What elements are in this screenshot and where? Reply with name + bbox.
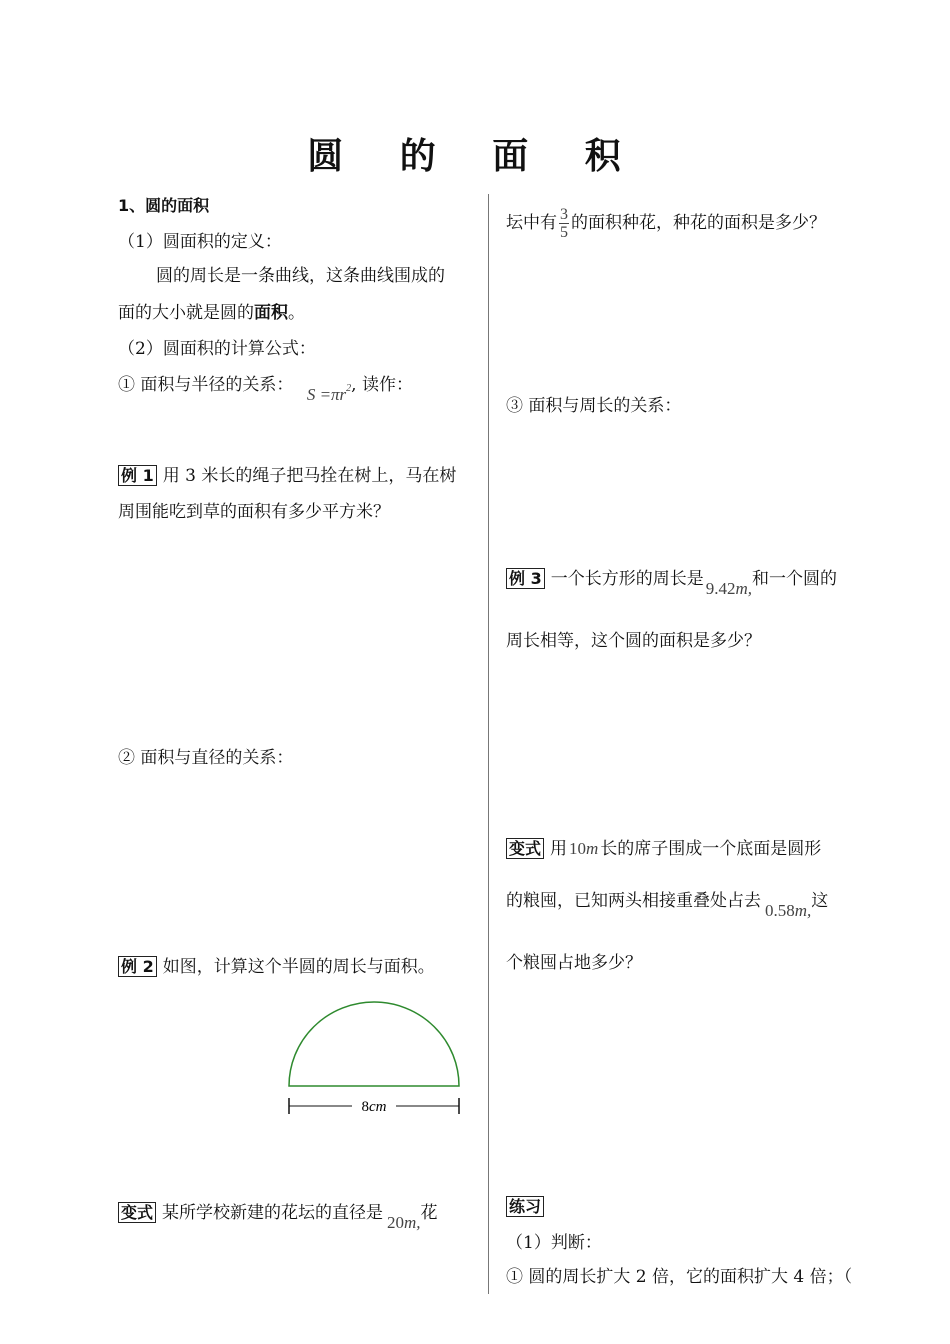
example-1-tag: 例 1 xyxy=(118,465,157,486)
example-3-perimeter-value: 9.42 xyxy=(705,579,736,598)
area-formula xyxy=(307,385,351,404)
area-formula-exponent: 2 xyxy=(346,383,352,394)
variant-2-tag: 变式 xyxy=(506,838,544,859)
practice-tag: 练习 xyxy=(506,1196,544,1217)
page-title: 圆 的 面 积 xyxy=(307,136,643,177)
practice-heading xyxy=(506,1195,550,1219)
variant-2-line-1 xyxy=(506,837,821,861)
fraction-numerator: 3 xyxy=(560,206,568,223)
example-3-perimeter-unit: m, xyxy=(735,579,752,598)
example-2-text: 如图，计算这个半圆的周长与面积。 xyxy=(162,957,435,977)
example-1-line-1 xyxy=(118,464,456,488)
definition-text: 面的大小就是圆的 xyxy=(118,303,254,323)
variant-1-diameter xyxy=(387,1213,421,1232)
relation-radius-label: ① 面积与半径的关系： xyxy=(118,375,294,395)
diameter-value: 8 xyxy=(361,1099,369,1115)
variant-2-line-2 xyxy=(506,889,829,920)
variant-1-continued xyxy=(506,206,826,241)
section-heading: 1、圆的面积 xyxy=(118,196,210,215)
relation-radius-tail: , 读作： xyxy=(351,375,413,395)
variant-2-line-2-tail: 这 xyxy=(811,891,829,911)
variant-1-diameter-value: 20 xyxy=(387,1213,405,1232)
column-divider xyxy=(488,194,489,1294)
variant-1-tag: 变式 xyxy=(118,1202,156,1223)
variant-2-overlap-value: 0.58 xyxy=(765,901,795,920)
example-2-tag: 例 2 xyxy=(118,956,157,977)
definition-line-1: 圆的周长是一条曲线，这条曲线围成的 xyxy=(156,266,445,286)
relation-circumference-label: ③ 面积与周长的关系： xyxy=(506,396,682,416)
example-3-text-a: 一个长方形的周长是 xyxy=(550,569,704,589)
variant-1 xyxy=(118,1201,438,1232)
continued-text-a: 坛中有 xyxy=(506,213,557,233)
variant-2-overlap-unit: m, xyxy=(794,901,812,920)
judge-item-1: ① 圆的周长扩大 2 倍，它的面积扩大 4 倍；（ xyxy=(506,1267,853,1287)
variant-2-length xyxy=(569,839,598,858)
variant-1-diameter-unit: m, xyxy=(404,1213,421,1232)
variant-2-length-value: 10 xyxy=(569,839,587,858)
example-1-text: 用 3 米长的绳子把马拴在树上，马在树 xyxy=(162,466,457,486)
diameter-unit: cm xyxy=(369,1099,387,1115)
semicircle-figure xyxy=(280,995,470,1125)
diameter-label xyxy=(362,1099,387,1115)
variant-1-text: 某所学校新建的花坛的直径是 xyxy=(162,1203,384,1223)
example-3-line-1 xyxy=(506,567,837,598)
example-2 xyxy=(118,955,435,979)
fraction-denominator: 5 xyxy=(560,224,568,241)
variant-2-text-a: 用 xyxy=(550,839,568,859)
variant-1-tail: 花 xyxy=(420,1203,438,1223)
area-formula-base: S =πr xyxy=(306,385,347,404)
variant-2-overlap xyxy=(765,901,811,920)
example-3-perimeter xyxy=(706,579,752,598)
definition-heading: （1）圆面积的定义： xyxy=(118,232,282,252)
variant-2-length-unit: m xyxy=(586,839,599,858)
definition-line-2 xyxy=(118,301,305,325)
definition-end: 。 xyxy=(288,303,305,323)
example-3-text-b: 和一个圆的 xyxy=(752,569,837,589)
variant-2-line-3: 个粮囤占地多少？ xyxy=(506,953,642,973)
variant-2-text-b: 长的席子围成一个底面是圆形 xyxy=(600,839,822,859)
variant-2-line-2-text: 的粮囤，已知两头相接重叠处占去 xyxy=(506,891,761,911)
definition-keyword: 面积 xyxy=(254,303,288,323)
formula-heading: （2）圆面积的计算公式： xyxy=(118,339,316,359)
example-1-line-2: 周围能吃到草的面积有多少平方米？ xyxy=(118,502,390,522)
relation-radius xyxy=(118,373,413,404)
example-3-line-2: 周长相等，这个圆的面积是多少？ xyxy=(506,631,761,651)
continued-text-b: 的面积种花，种花的面积是多少？ xyxy=(571,213,826,233)
semicircle-arc xyxy=(289,1002,459,1086)
fraction xyxy=(559,206,569,241)
example-3-tag: 例 3 xyxy=(506,568,545,589)
judge-heading: （1）判断： xyxy=(506,1233,602,1253)
relation-diameter-label: ② 面积与直径的关系： xyxy=(118,748,294,768)
